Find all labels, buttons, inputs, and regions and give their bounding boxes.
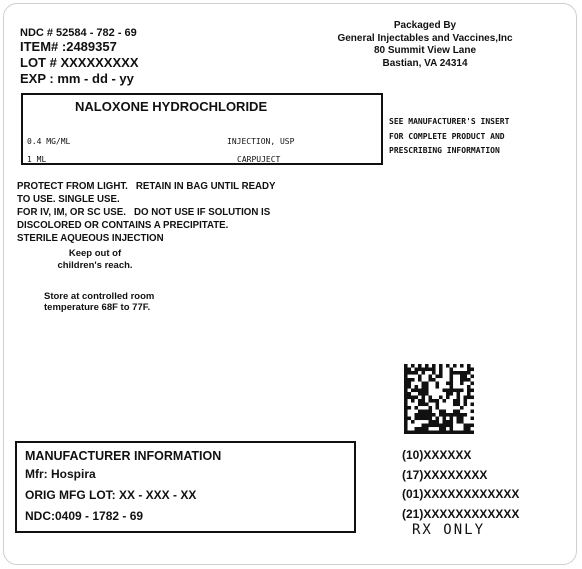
barcode-field: (10)XXXXXX bbox=[402, 448, 472, 462]
warning-line: TO USE. SINGLE USE. bbox=[17, 194, 120, 205]
datamatrix-barcode-icon bbox=[404, 364, 474, 434]
keep-line: Keep out of bbox=[68, 248, 122, 259]
manufacturer-ndc: NDC:0409 - 1782 - 69 bbox=[25, 509, 144, 523]
drug-volume: 1 ML bbox=[27, 155, 47, 164]
insert-note bbox=[389, 115, 509, 159]
manufacturer-name: Mfr: Hospira bbox=[25, 467, 96, 481]
keep-line: children's reach. bbox=[57, 260, 133, 271]
expiration-date: EXP : mm - dd - yy bbox=[20, 71, 134, 86]
barcode-field: (17)XXXXXXXX bbox=[402, 467, 488, 482]
packager-street: 80 Summit View Lane bbox=[373, 45, 477, 56]
storage-line: Store at controlled room bbox=[44, 291, 155, 302]
lot-number: LOT # XXXXXXXXX bbox=[20, 55, 139, 70]
barcode-fields bbox=[402, 446, 519, 524]
ndc-number: NDC # 52584 - 782 - 69 bbox=[20, 27, 137, 39]
warning-line: PROTECT FROM LIGHT. RETAIN IN BAG UNTIL READY bbox=[17, 181, 276, 192]
barcode-field: (01)XXXXXXXXXXXX bbox=[402, 487, 520, 501]
warning-line: STERILE AQUEOUS INJECTION bbox=[17, 233, 164, 244]
warnings-block bbox=[17, 180, 276, 245]
packager-block bbox=[300, 20, 550, 70]
drug-strength: 0.4 MG/ML bbox=[27, 137, 71, 146]
packager-heading: Packaged By bbox=[393, 20, 457, 31]
keep-out-note bbox=[40, 248, 150, 272]
insert-line: FOR COMPLETE PRODUCT AND bbox=[389, 131, 505, 141]
drug-box bbox=[21, 93, 383, 165]
warning-line: DISCOLORED OR CONTAINS A PRECIPITATE. bbox=[17, 220, 229, 231]
barcode-field: (21)XXXXXXXXXXXX bbox=[402, 506, 520, 521]
manufacturer-title: MANUFACTURER INFORMATION bbox=[25, 449, 222, 463]
warning-line: FOR IV, IM, OR SC USE. DO NOT USE IF SOLUTION IS bbox=[17, 207, 271, 218]
packager-city: Bastian, VA 24314 bbox=[382, 57, 468, 69]
drug-name: NALOXONE HYDROCHLORIDE bbox=[75, 99, 268, 114]
manufacturer-box bbox=[15, 441, 356, 533]
original-lot: ORIG MFG LOT: XX - XXX - XX bbox=[25, 488, 197, 502]
drug-form: INJECTION, USP bbox=[227, 137, 295, 146]
storage-note bbox=[44, 292, 154, 313]
insert-line: SEE MANUFACTURER'S INSERT bbox=[389, 117, 510, 126]
storage-line: temperature 68F to 77F. bbox=[44, 301, 151, 313]
rx-only: RX ONLY bbox=[412, 522, 486, 538]
insert-line: PRESCRIBING INFORMATION bbox=[389, 146, 500, 155]
drug-device: CARPUJECT bbox=[237, 155, 281, 164]
item-number: ITEM# :2489357 bbox=[20, 39, 117, 54]
packager-company: General Injectables and Vaccines,Inc bbox=[337, 32, 513, 44]
